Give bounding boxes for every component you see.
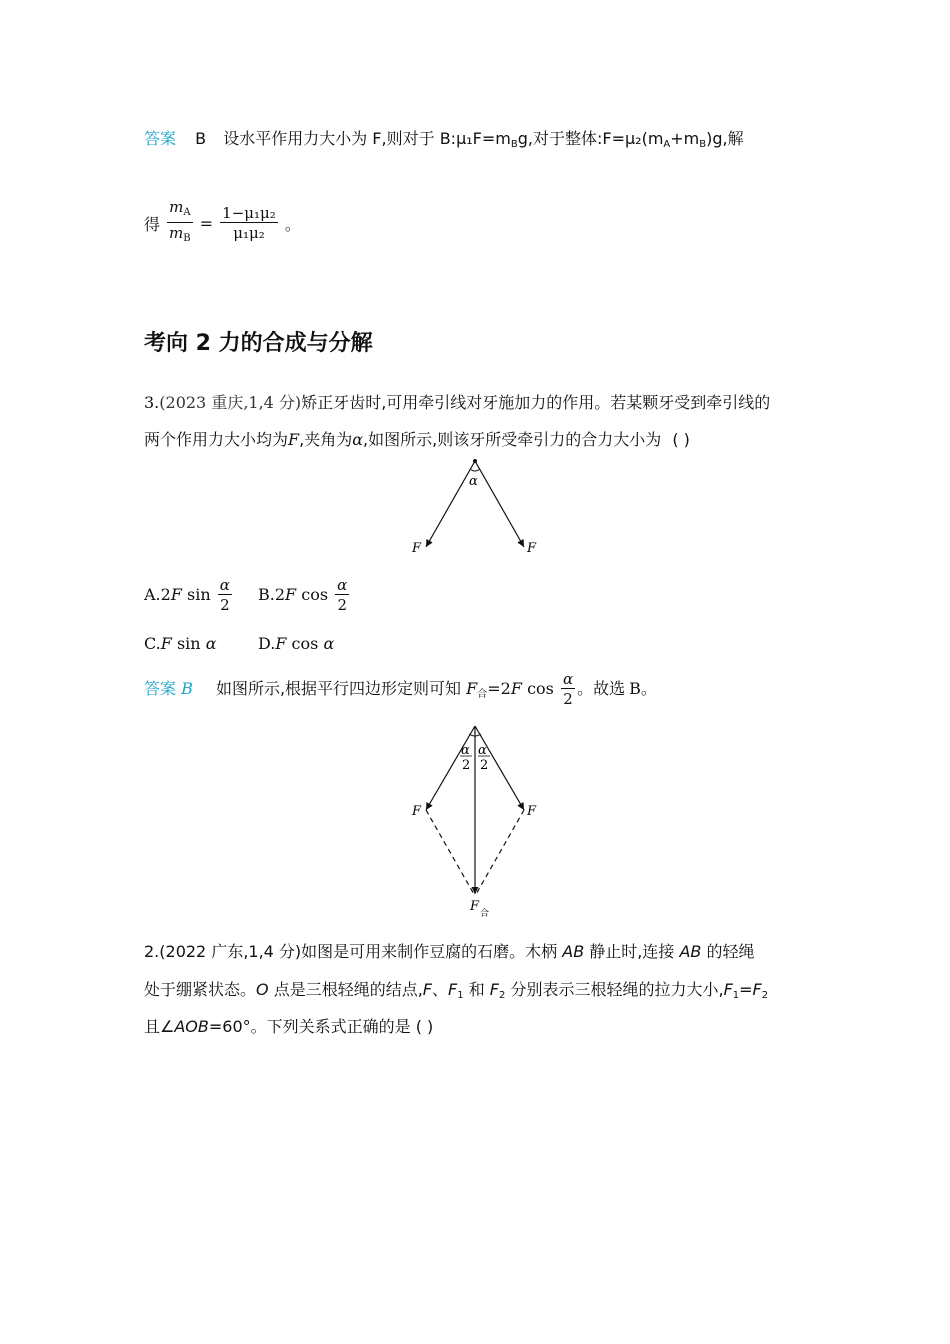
- equation: :μ₁F=m: [450, 129, 511, 148]
- answer-line-1: [144, 126, 744, 150]
- mA: m: [169, 198, 184, 216]
- var-F1: F: [723, 980, 733, 999]
- equation: g,对于整体:F=μ₂(m: [517, 129, 664, 148]
- q3-stem: ,夹角为: [299, 430, 353, 449]
- two: 2: [563, 690, 573, 708]
- q2-stem: =60°。下列关系式正确的是 ( ): [208, 1017, 434, 1036]
- var-F1: F: [448, 980, 458, 999]
- label-he: 合: [480, 909, 490, 919]
- var-AB: AB: [562, 942, 585, 961]
- q2-stem: 分别表示三根轻绳的拉力大小,: [510, 980, 724, 999]
- var-O: O: [256, 980, 269, 999]
- q2-stem: 2.(2022 广东,1,4 分)如图是可用来制作豆腐的石磨。木柄: [144, 942, 558, 961]
- q2-stem: 静止时,连接: [589, 942, 675, 961]
- label-F-left: F: [412, 541, 422, 556]
- answer-label: 答案: [144, 679, 177, 698]
- fraction-alpha-2: [335, 576, 349, 615]
- var-F2: F: [489, 980, 499, 999]
- option-C[interactable]: [144, 634, 217, 653]
- separator: 、: [432, 980, 449, 999]
- answer-choice: B: [195, 129, 207, 148]
- q2-stem: 且∠: [144, 1017, 175, 1036]
- option-D[interactable]: [258, 634, 334, 653]
- derive-prefix: 得: [144, 215, 161, 234]
- equation: )g,解: [706, 129, 744, 148]
- alpha: α: [323, 634, 335, 653]
- q3-line-1: [144, 390, 770, 413]
- q3-stem: ,如图所示,则该牙所受牵引力的合力大小为: [363, 430, 662, 449]
- q2-stem: 的轻绳: [706, 942, 755, 961]
- angle-arc: [470, 469, 480, 471]
- equation: =2: [487, 679, 511, 698]
- subscript: B: [510, 139, 518, 150]
- q3-source: (2023 重庆,1,4 分): [159, 393, 302, 412]
- var-F: F: [422, 980, 432, 999]
- var-F: F: [275, 634, 287, 653]
- var-AOB: AOB: [174, 1017, 209, 1036]
- dashed-right: [475, 810, 524, 896]
- equals: =: [739, 980, 753, 999]
- fraction-mA-mB: [167, 198, 192, 249]
- answer-choice: B: [181, 679, 193, 698]
- var-B: B: [439, 129, 451, 148]
- equation: +m: [670, 129, 700, 148]
- subscript: 2: [761, 990, 769, 1001]
- label-alpha-right: α: [478, 743, 487, 758]
- force-left: [426, 461, 475, 547]
- answer-text: 。故选: [577, 679, 626, 698]
- subscript: 1: [457, 990, 464, 1001]
- q2-line-2: [144, 977, 768, 1001]
- dashed-left: [426, 810, 475, 896]
- answer-text: 设水平作用力大小为: [223, 129, 368, 148]
- fn-cos: cos: [527, 679, 554, 698]
- label-F-right: F: [527, 541, 537, 556]
- fn-sin: sin: [176, 634, 201, 653]
- two: 2: [337, 596, 347, 614]
- fraction-den: μ₁μ₂: [233, 224, 265, 242]
- alpha: α: [337, 576, 348, 594]
- label-alpha: α: [469, 474, 478, 489]
- subscript-he: 合: [477, 689, 488, 700]
- label-F-left: F: [412, 804, 422, 819]
- fn-cos: cos: [301, 585, 329, 604]
- fraction-num: 1−μ₁μ₂: [222, 204, 276, 222]
- option-D-prefix: D.: [258, 634, 276, 653]
- label-F-right: F: [527, 804, 537, 819]
- subscript: 1: [732, 990, 740, 1001]
- two: 2: [220, 596, 230, 614]
- q2-stem: 处于绷紧状态。: [144, 980, 257, 999]
- answer-blank: ( ): [672, 430, 690, 449]
- label-two-right: 2: [480, 758, 489, 773]
- section-title: 考向 2 力的合成与分解: [144, 331, 373, 356]
- answer-text: ,则对于: [381, 129, 435, 148]
- answer-text: B。: [629, 679, 657, 698]
- q2-line-1: [144, 939, 755, 962]
- subscript: A: [183, 207, 191, 218]
- var-F: F: [160, 634, 172, 653]
- option-C-prefix: C.: [144, 634, 161, 653]
- fraction-alpha-2: [561, 670, 575, 709]
- var-F: F: [372, 129, 382, 148]
- alpha: α: [219, 576, 230, 594]
- q3-line-2: [144, 427, 690, 450]
- subscript: A: [663, 139, 671, 150]
- var-AB: AB: [679, 942, 702, 961]
- option-A-prefix: A.2: [144, 585, 171, 604]
- option-A[interactable]: [144, 576, 234, 615]
- period: 。: [284, 215, 301, 234]
- alpha: α: [562, 670, 574, 688]
- fraction-alpha-2: [218, 576, 232, 615]
- option-B[interactable]: [258, 576, 351, 615]
- fn-sin: sin: [187, 585, 211, 604]
- var-F: F: [170, 585, 182, 604]
- parallelogram-figure: [400, 718, 550, 923]
- fn-cos: cos: [291, 634, 319, 653]
- equals: =: [199, 214, 214, 233]
- force-right: [475, 461, 524, 547]
- q3-stem: 两个作用力大小均为: [144, 430, 289, 449]
- fraction-mu: [220, 204, 278, 243]
- var-F2: F: [752, 980, 762, 999]
- var-F: F: [510, 679, 522, 698]
- mB: m: [169, 224, 184, 242]
- var-F: F: [285, 585, 297, 604]
- label-F-resultant: F: [470, 899, 480, 914]
- conjunction: 和: [468, 980, 485, 999]
- subscript: 2: [499, 990, 506, 1001]
- label-two-left: 2: [462, 758, 471, 773]
- label-alpha-left: α: [461, 743, 470, 758]
- var-alpha: α: [352, 430, 364, 449]
- q2-stem: 点是三根轻绳的结点,: [273, 980, 423, 999]
- q3-number: 3.: [144, 393, 160, 412]
- answer-derivation: [144, 198, 301, 249]
- q2-line-3: [144, 1014, 433, 1037]
- option-B-prefix: B.2: [258, 585, 286, 604]
- var-F: F: [466, 679, 478, 698]
- answer-text: 如图所示,根据平行四边形定则可知: [215, 679, 462, 698]
- alpha: α: [205, 634, 217, 653]
- subscript: B: [183, 233, 191, 244]
- force-figure: [400, 455, 550, 560]
- subscript: B: [699, 139, 707, 150]
- q3-stem: 矫正牙齿时,可用牵引线对牙施加力的作用。若某颗牙受到牵引线的: [301, 393, 771, 412]
- answer-label: 答案: [144, 129, 177, 148]
- var-F: F: [288, 430, 300, 449]
- q3-answer: [144, 670, 657, 709]
